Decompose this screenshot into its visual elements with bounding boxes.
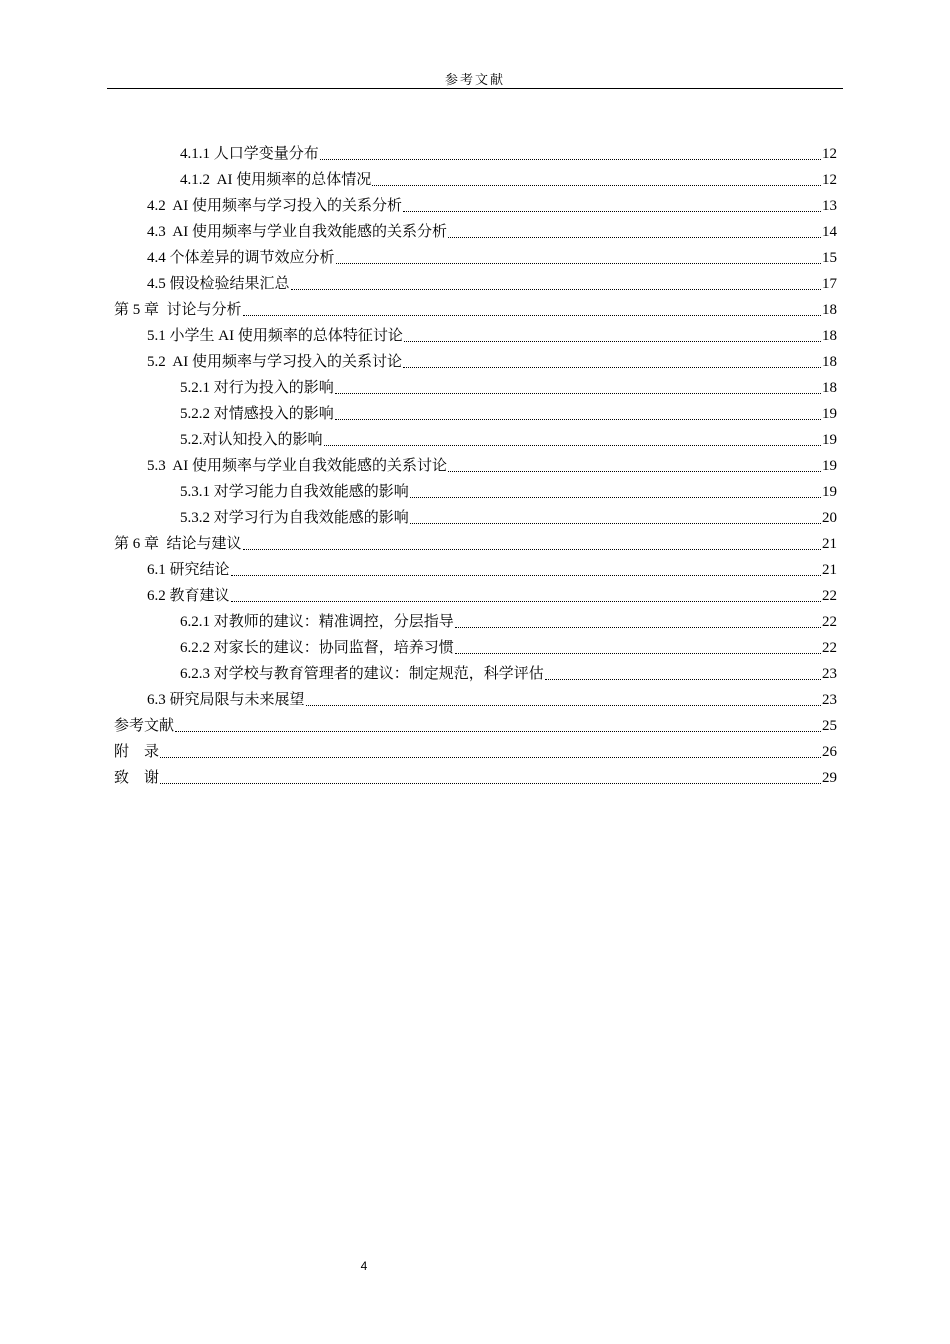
dot-leader <box>335 419 821 420</box>
toc-entry-label: 5.3.1 对学习能力自我效能感的影响 <box>180 484 409 500</box>
toc-entry[interactable] <box>114 137 837 163</box>
toc-entry-page: 18 <box>822 328 837 344</box>
toc-entry-page: 12 <box>822 172 837 188</box>
dot-leader <box>160 783 821 784</box>
toc-entry-label: 6.2.2 对家长的建议：协同监督，培养习惯 <box>180 640 454 656</box>
dot-leader <box>324 445 821 446</box>
toc-entry-page: 23 <box>822 692 837 708</box>
toc-entry[interactable] <box>114 449 837 475</box>
toc-entry-label: 5.2.1 对行为投入的影响 <box>180 380 334 396</box>
page-number: 4 <box>360 1259 368 1273</box>
toc-entry-label: 6.2 教育建议 <box>147 588 230 604</box>
toc-entry-page: 26 <box>822 744 837 760</box>
toc-entry[interactable] <box>114 735 837 761</box>
toc-entry-page: 14 <box>822 224 837 240</box>
toc-entry-page: 20 <box>822 510 837 526</box>
toc-entry[interactable] <box>114 345 837 371</box>
toc-entry-label: 第 5 章 讨论与分析 <box>114 302 242 318</box>
dot-leader <box>410 523 821 524</box>
toc-entry-page: 29 <box>822 770 837 786</box>
toc-entry-label: 5.3 AI 使用频率与学业自我效能感的关系讨论 <box>147 458 448 474</box>
toc-entry[interactable] <box>114 241 837 267</box>
dot-leader <box>231 601 821 602</box>
toc-entry-page: 19 <box>822 458 837 474</box>
toc-entry-label: 6.1 研究结论 <box>147 562 230 578</box>
running-header: 参考文献 <box>444 72 505 87</box>
toc-entry-label: 第 6 章 结论与建议 <box>114 536 242 552</box>
toc-entry-page: 19 <box>822 432 837 448</box>
toc-entry[interactable] <box>114 163 837 189</box>
toc-entry[interactable] <box>114 397 837 423</box>
toc-entry[interactable] <box>114 761 837 787</box>
toc-entry-label: 参考文献 <box>114 718 175 734</box>
toc-entry-page: 17 <box>822 276 837 292</box>
toc-entry[interactable] <box>114 423 837 449</box>
toc-entry[interactable] <box>114 371 837 397</box>
toc-entry-page: 13 <box>822 198 837 214</box>
dot-leader <box>243 315 821 316</box>
toc-entry[interactable] <box>114 527 837 553</box>
toc-entry-page: 15 <box>822 250 837 266</box>
dot-leader <box>403 367 821 368</box>
toc-entry-page: 22 <box>822 614 837 630</box>
dot-leader <box>160 757 821 758</box>
toc-entry-label: 4.1.2 AI 使用频率的总体情况 <box>180 172 372 188</box>
toc-entry-label: 6.3 研究局限与未来展望 <box>147 692 305 708</box>
toc-entry[interactable] <box>114 501 837 527</box>
toc-entry-page: 23 <box>822 666 837 682</box>
toc-entry[interactable] <box>114 631 837 657</box>
toc-entry[interactable] <box>114 579 837 605</box>
dot-leader <box>243 549 821 550</box>
toc-entry-label: 4.1.1 人口学变量分布 <box>180 146 319 162</box>
header-rule <box>107 88 843 89</box>
dot-leader <box>448 237 821 238</box>
toc-entry-label: 附 录 <box>114 744 160 760</box>
toc-entry-page: 25 <box>822 718 837 734</box>
dot-leader <box>320 159 821 160</box>
toc-entry-label: 5.2.对认知投入的影响 <box>180 432 323 448</box>
dot-leader <box>336 263 821 264</box>
toc-entry-label: 4.5 假设检验结果汇总 <box>147 276 290 292</box>
toc-entry-label: 4.3 AI 使用频率与学业自我效能感的关系分析 <box>147 224 448 240</box>
toc-entry-label: 5.1 小学生 AI 使用频率的总体特征讨论 <box>147 328 403 344</box>
toc-entry-page: 22 <box>822 588 837 604</box>
dot-leader <box>410 497 821 498</box>
toc-entry-label: 致 谢 <box>114 770 160 786</box>
toc-entry[interactable] <box>114 475 837 501</box>
toc-entry-page: 19 <box>822 484 837 500</box>
toc-entry-label: 5.2 AI 使用频率与学习投入的关系讨论 <box>147 354 403 370</box>
dot-leader <box>455 627 821 628</box>
dot-leader <box>306 705 821 706</box>
toc-entry-page: 22 <box>822 640 837 656</box>
toc-entry-page: 21 <box>822 536 837 552</box>
dot-leader <box>404 341 821 342</box>
toc-entry[interactable] <box>114 683 837 709</box>
toc-entry-page: 19 <box>822 406 837 422</box>
toc-entry-label: 4.2 AI 使用频率与学习投入的关系分析 <box>147 198 403 214</box>
toc-entry-page: 12 <box>822 146 837 162</box>
dot-leader <box>175 731 821 732</box>
toc-entry-label: 6.2.3 对学校与教育管理者的建议：制定规范，科学评估 <box>180 666 544 682</box>
dot-leader <box>231 575 821 576</box>
toc-entry-label: 4.4 个体差异的调节效应分析 <box>147 250 335 266</box>
dot-leader <box>455 653 821 654</box>
toc-entry[interactable] <box>114 189 837 215</box>
dot-leader <box>335 393 821 394</box>
dot-leader <box>291 289 821 290</box>
dot-leader <box>545 679 821 680</box>
dot-leader <box>403 211 821 212</box>
toc-entry[interactable] <box>114 215 837 241</box>
toc-entry-page: 18 <box>822 302 837 318</box>
toc-entry[interactable] <box>114 293 837 319</box>
toc-entry-page: 18 <box>822 354 837 370</box>
toc-entry-page: 18 <box>822 380 837 396</box>
toc-entry[interactable] <box>114 709 837 735</box>
toc-entry[interactable] <box>114 657 837 683</box>
toc-entry[interactable] <box>114 267 837 293</box>
toc-entry[interactable] <box>114 553 837 579</box>
toc-entry-label: 6.2.1 对教师的建议：精准调控，分层指导 <box>180 614 454 630</box>
toc-entry[interactable] <box>114 605 837 631</box>
toc-entry[interactable] <box>114 319 837 345</box>
toc-entry-label: 5.3.2 对学习行为自我效能感的影响 <box>180 510 409 526</box>
dot-leader <box>372 185 821 186</box>
dot-leader <box>448 471 821 472</box>
toc-entry-label: 5.2.2 对情感投入的影响 <box>180 406 334 422</box>
table-of-contents <box>114 137 837 787</box>
toc-entry-page: 21 <box>822 562 837 578</box>
